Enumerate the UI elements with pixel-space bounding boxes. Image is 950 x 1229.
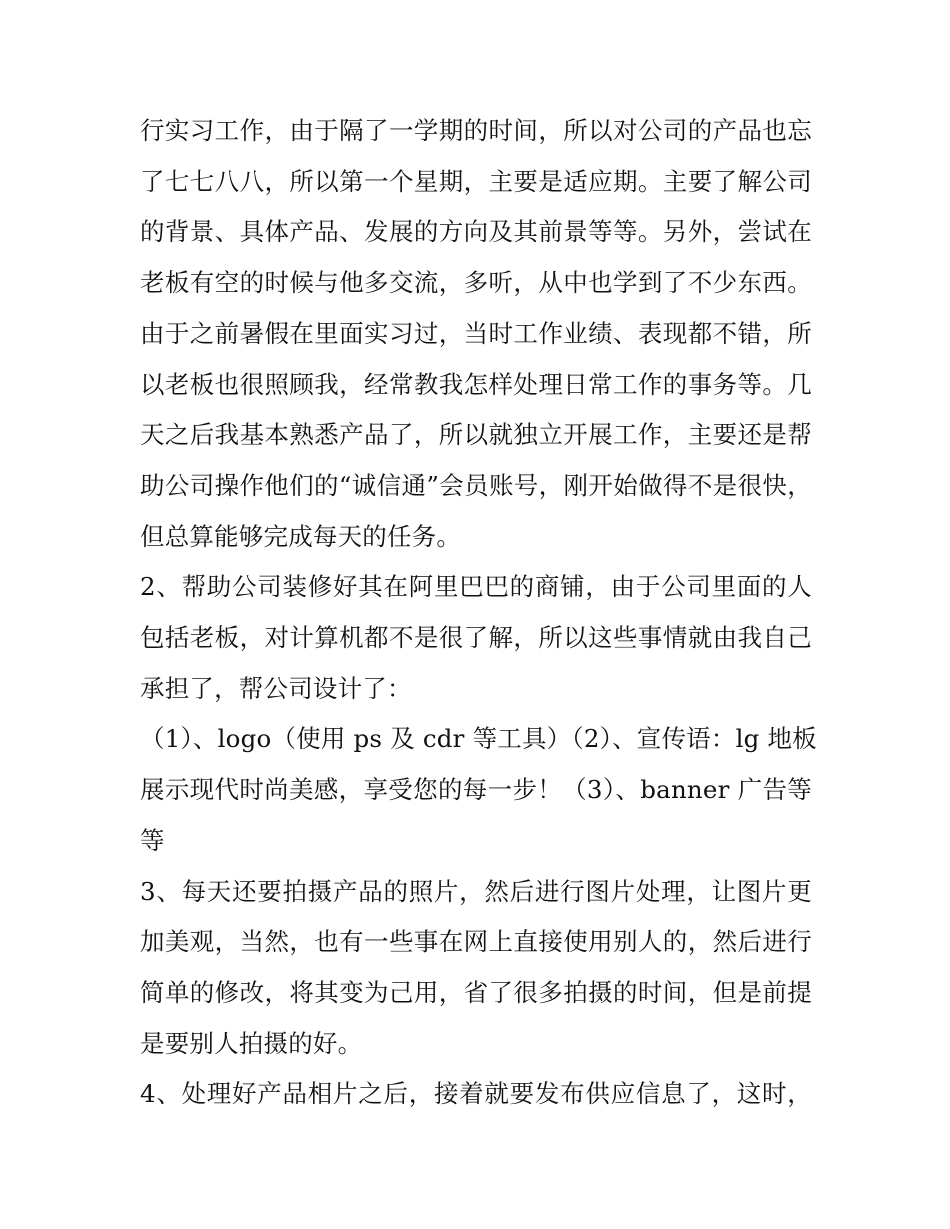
paragraph-internship-intro	[140, 106, 812, 562]
text-line: 展示现代时尚美感，享受您的每一步！（3）、banner 广告等	[140, 775, 812, 805]
text-line: 4、处理好产品相片之后，接着就要发布供应信息了，这时，	[140, 1079, 812, 1109]
text-line: （1）、logo（使用 ps 及 cdr 等工具）（2）、宣传语：lg 地板	[140, 724, 817, 754]
document-body	[140, 106, 817, 1120]
text-line: 是要别人拍摄的好。	[140, 1028, 363, 1058]
text-line: 由于之前暑假在里面实习过，当时工作业绩、表现都不错，所	[140, 318, 812, 348]
text-line: 2、帮助公司装修好其在阿里巴巴的商铺，由于公司里面的人	[140, 572, 812, 602]
text-line: 老板有空的时候与他多交流，多听，从中也学到了不少东西。	[140, 268, 812, 298]
text-line: 助公司操作他们的“诚信通”会员账号，刚开始做得不是很快，	[140, 470, 812, 500]
text-line: 以老板也很照顾我，经常教我怎样处理日常工作的事务等。几	[140, 369, 812, 399]
paragraph-item-4	[140, 1069, 812, 1120]
text-line: 等	[140, 825, 165, 855]
paragraph-item-3	[140, 867, 812, 1070]
text-line: 了七七八八，所以第一个星期，主要是适应期。主要了解公司	[140, 166, 812, 196]
text-line: 但总算能够完成每天的任务。	[140, 521, 462, 551]
text-line: 加美观，当然，也有一些事在网上直接使用别人的，然后进行	[140, 927, 812, 957]
text-line: 包括老板，对计算机都不是很了解，所以这些事情就由我自己	[140, 623, 812, 653]
text-line: 简单的修改，将其变为己用，省了很多拍摄的时间，但是前提	[140, 977, 812, 1007]
text-line: 承担了，帮公司设计了：	[140, 673, 412, 703]
text-line: 的背景、具体产品、发展的方向及其前景等等。另外，尝试在	[140, 217, 812, 247]
text-line: 行实习工作，由于隔了一学期的时间，所以对公司的产品也忘	[140, 116, 812, 145]
paragraph-item-2	[140, 562, 812, 714]
text-line: 3、每天还要拍摄产品的照片，然后进行图片处理，让图片更	[140, 876, 812, 906]
text-line: 天之后我基本熟悉产品了，所以就独立开展工作，主要还是帮	[140, 420, 812, 450]
paragraph-design-list	[140, 714, 817, 866]
